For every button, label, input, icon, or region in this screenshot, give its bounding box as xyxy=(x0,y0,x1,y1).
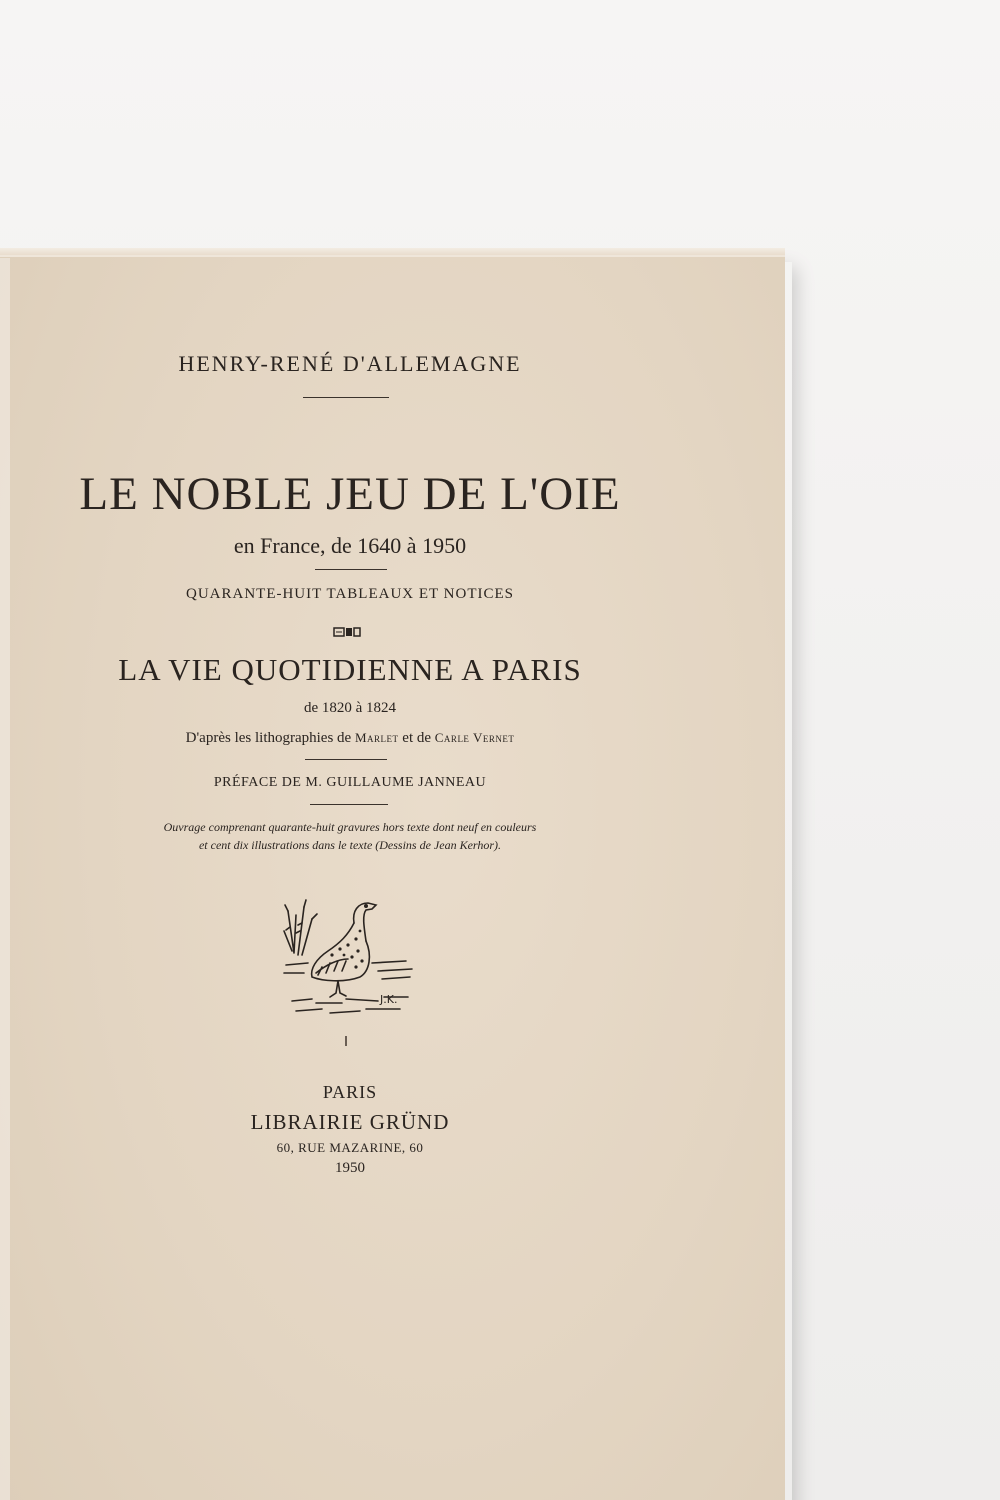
divider-rule xyxy=(303,397,389,398)
book-title: LE NOBLE JEU DE L'OIE xyxy=(79,468,621,520)
credit-name-marlet: Marlet xyxy=(354,730,399,745)
second-title: LA VIE QUOTIDIENNE A PARIS xyxy=(118,652,582,687)
credit-name-vernet: Carle Vernet xyxy=(434,730,515,745)
publisher-address: 60, RUE MAZARINE, 60 xyxy=(276,1140,424,1155)
ornament-icon xyxy=(333,627,361,637)
second-dates: de 1820 à 1824 xyxy=(303,700,397,716)
work-description-line1: Ouvrage comprenant quarante-huit gravures hors texte dont neuf en couleurs xyxy=(163,820,537,834)
preface-credit: PRÉFACE DE M. GUILLAUME JANNEAU xyxy=(213,775,487,790)
work-description-line2: et cent dix illustrations dans le texte (Dessins de Jean Kerhor). xyxy=(198,838,502,852)
credit-prefix: D'après les lithographies de xyxy=(185,730,355,746)
book-subtitle: en France, de 1640 à 1950 xyxy=(233,533,467,558)
divider-rule xyxy=(315,569,387,570)
publisher-city: PARIS xyxy=(322,1082,378,1102)
author-name: HENRY-RENÉ D'ALLEMAGNE xyxy=(178,351,522,376)
publisher-name: LIBRAIRIE GRÜND xyxy=(250,1110,450,1134)
divider-rule xyxy=(310,804,388,805)
part-one-heading: QUARANTE-HUIT TABLEAUX ET NOTICES xyxy=(185,586,515,602)
publication-year: 1950 xyxy=(335,1160,365,1176)
illustrator-monogram: J.K. xyxy=(380,993,398,1006)
page-left-edge xyxy=(0,258,10,1500)
divider-mark xyxy=(345,1036,347,1046)
credit-mid: et de xyxy=(398,730,435,746)
lithographies-credit xyxy=(0,730,700,747)
title-page xyxy=(0,255,785,1500)
divider-rule xyxy=(305,759,387,760)
